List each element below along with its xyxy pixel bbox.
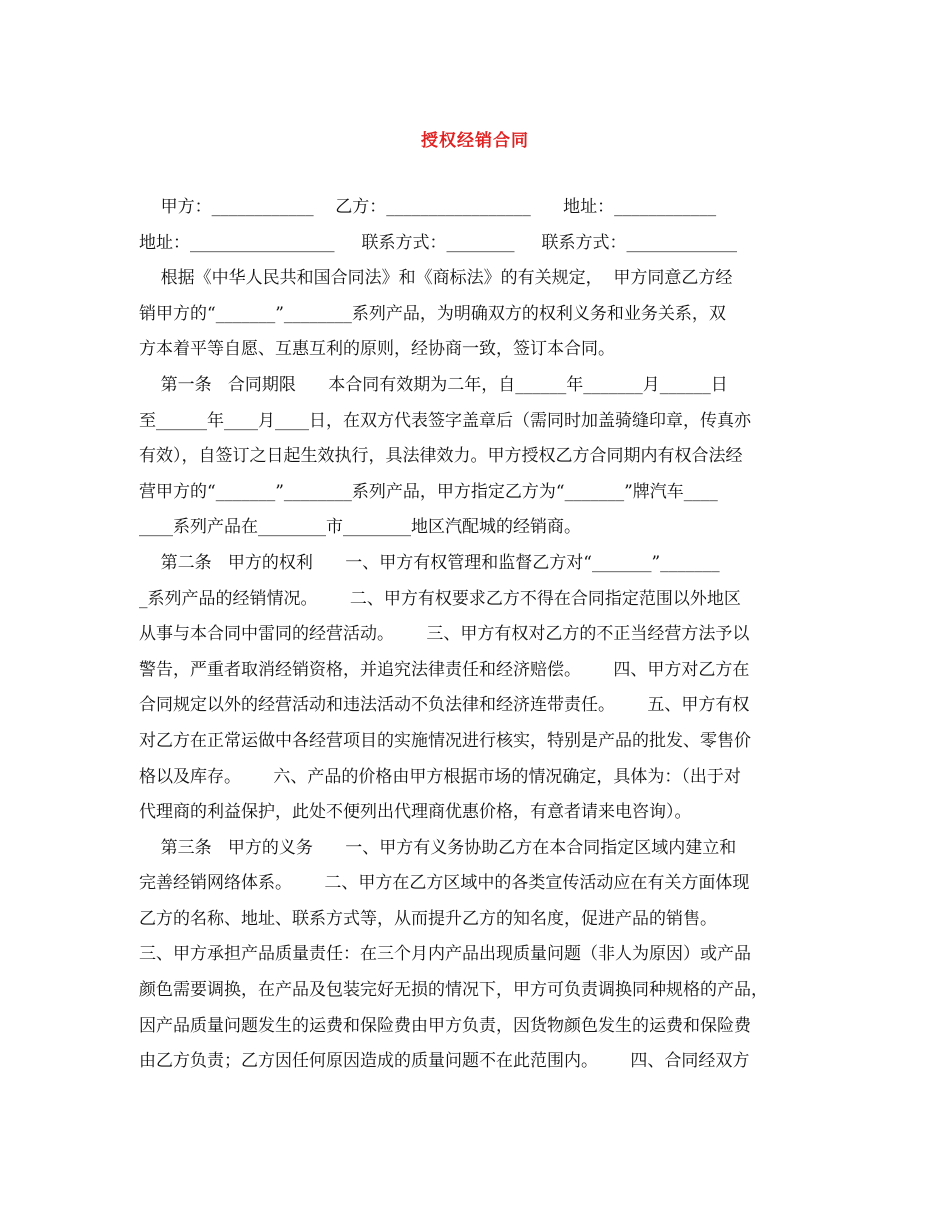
document-line: 从事与本合同中雷同的经营活动。 三、甲方有权对乙方的不正当经营方法予以 (139, 624, 750, 645)
document-line: _系列产品的经销情况。 二、甲方有权要求乙方不得在合同指定范围以外地区 (139, 588, 741, 609)
document-line: 第三条 甲方的义务 一、甲方有义务协助乙方在本合同指定区域内建立和 (139, 837, 737, 858)
document-line: 由乙方负责；乙方因任何原因造成的质量问题不在此范围内。 四、合同经双方 (139, 1051, 750, 1072)
document-line: 代理商的利益保护，此处不便列出代理商优惠价格，有意者请来电咨询）。 (139, 802, 692, 823)
document-line: 合同规定以外的经营活动和违法活动不负法律和经济连带责任。 五、甲方有权 (139, 695, 750, 716)
document-line: 甲方：____________ 乙方：_________________ 地址：____________ (139, 197, 717, 217)
document-line: 第一条 合同期限 本合同有效期为二年，自______年_______月______日 (139, 374, 728, 395)
document-line: 颜色需要调换，在产品及包装完好无损的情况下，甲方可负责调换同种规格的产品， (139, 980, 768, 1001)
document-line: ____系列产品在________市________地区汽配城的经销商。 (139, 517, 581, 538)
document-body (139, 190, 813, 1080)
document-line: 对乙方在正常运做中各经营项目的实施情况进行核实，特别是产品的批发、零售价 (139, 730, 751, 751)
document-title: 授权经销合同 (421, 131, 529, 151)
document-line: 有效），自签订之日起生效执行，具法律效力。甲方授权乙方合同期内有权合法经 (139, 446, 743, 467)
document-line: 销甲方的“_______”________系列产品，为明确双方的权利义务和业务关系，双 (139, 303, 726, 324)
document-line: 方本着平等自愿、互惠互利的原则，经协商一致，签订本合同。 (139, 339, 615, 360)
document-line: 根据《中华人民共和国合同法》和《商标法》的有关规定， 甲方同意乙方经 (139, 268, 733, 289)
document-line: 营甲方的“_______”________系列产品，甲方指定乙方为“_______”牌汽车____ (139, 481, 718, 502)
document-line: 地址：_________________ 联系方式：________ 联系方式：_____________ (139, 232, 738, 253)
document-line: 第二条 甲方的权利 一、甲方有权管理和监督乙方对“_______”_______ (139, 552, 720, 573)
document-line: 格以及库存。 六、产品的价格由甲方根据市场的情况确定，具体为：（出于对 (139, 766, 741, 787)
document-line: 因产品质量问题发生的运费和保险费由甲方负责，因货物颜色发生的运费和保险费 (139, 1015, 751, 1036)
document-line: 三、甲方承担产品质量责任：在三个月内产品出现质量问题（非人为原因）或产品 (139, 944, 751, 965)
document-line: 完善经销网络体系。 二、甲方在乙方区域中的各类宣传活动应在有关方面体现 (139, 873, 750, 894)
document-line: 至______年____月____日，在双方代表签字盖章后（需同时加盖骑缝印章，传真亦 (139, 410, 751, 431)
document-line: 乙方的名称、地址、联系方式等，从而提升乙方的知名度，促进产品的销售。 (139, 908, 717, 929)
document-line: 警告，严重者取消经销资格，并追究法律责任和经济赔偿。 四、甲方对乙方在 (139, 659, 750, 680)
